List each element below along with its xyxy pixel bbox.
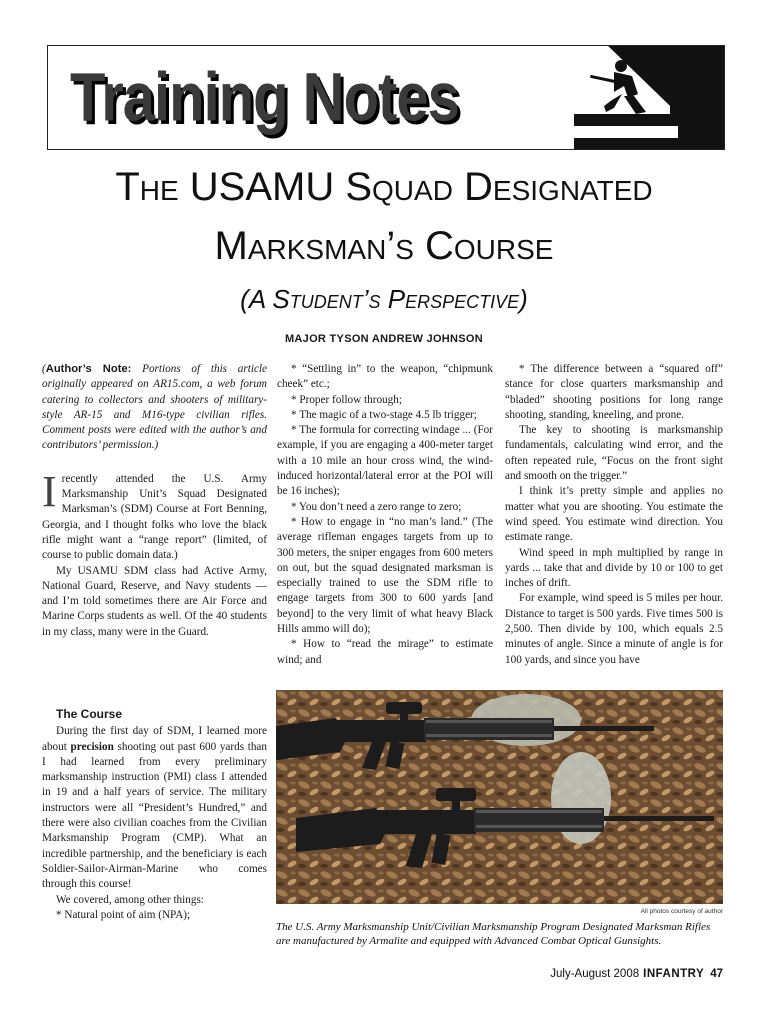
column-3: [505, 362, 723, 668]
list-item: * How to engage in “no man’s land.” (The average rifleman engages targets from up to 300 meters, the sniper engages from 600 meters on out, but the squad designated marksman is especially trained to use the SDM rifle to engage targets from 300 to 600 yards [and beyond] to the very limit of what heavy Black Hills ammo will do);: [277, 515, 493, 636]
body-paragraph: We covered, among other things:: [56, 893, 204, 906]
photo-credit: All photos courtesy of author: [640, 908, 723, 915]
note-open-paren: (: [42, 363, 46, 375]
section-heading-the-course: The Course: [56, 707, 123, 721]
course-text-a: During the first day of SDM, I learned more about: [42, 725, 267, 753]
column-1: [42, 362, 267, 640]
byline: MAJOR TYSON ANDREW JOHNSON: [284, 333, 484, 345]
column-2: [277, 362, 493, 668]
body-paragraph: For example, wind speed is 5 miles per hour. Distance to target is 500 yards. Five times 500 is 2,500. Then divide by 100, which equals 2.5 minutes of angle. Since a minute of angle is for 100 yards, and since you have: [505, 592, 723, 666]
list-item: * The difference between a “squared off” stance for close quarters marksmanship and “bladed” shooting positions for long range shooting, standing, kneeling, and prone.: [505, 363, 723, 421]
body-paragraph: I think it’s pretty simple and applies no matter what you are shooting. You estimate the wind speed. You estimate wind direction. You estimate range.: [505, 485, 723, 544]
list-item: * The formula for correcting windage ... (For example, if you are engaging a 400-meter target with a 10 mile an hour cross wind, the wind-induced horizontal/lateral error at the POI will be 16 inches);: [277, 424, 493, 498]
body-paragraph: Wind speed in mph multiplied by range in yards ... take that and divide by 10 or 100 to get inches of drift.: [505, 546, 723, 590]
column-1-lower: [42, 707, 267, 923]
article-subtitle: (A Student’s Perspective): [240, 284, 528, 314]
photo-caption: The U.S. Army Marksmanship Unit/Civilian Marksmanship Program Designated Marksman Rifles are manufactured by Armalite and equipped with Advanced Combat Optical Gunsights.: [276, 921, 711, 947]
list-item: * “Settling in” to the weapon, “chipmunk cheek” etc.;: [277, 363, 493, 391]
intro-paragraph: [42, 466, 267, 564]
body-paragraph: My USAMU SDM class had Active Army, National Guard, Reserve, and Navy students — and I’m told sometimes there are Air Force and Marine Corps students as well. Of the 40 students in my class, many were in the Guard.: [42, 564, 267, 638]
authors-note: [42, 362, 267, 454]
soldier-silhouette-logo: [574, 46, 724, 149]
intro-text: recently attended the U.S. Army Marksmanship Unit’s Squad Designated Marksman’s (SDM) Course at Fort Benning, Georgia, and I thought folks who love the black rifle might want a “range report” (limited, of course to public domain data.): [42, 472, 267, 562]
list-item: * Natural point of aim (NPA);: [56, 908, 191, 921]
note-close-paren: ): [154, 439, 159, 452]
list-item: * The magic of a two-stage 4.5 lb trigger;: [291, 408, 477, 421]
masthead-banner: [47, 45, 725, 150]
article-title-line-1: The USAMU Squad Designated: [115, 165, 653, 209]
authors-note-label: Author’s Note:: [45, 363, 132, 375]
course-text-b: shooting out past 600 yards than I had learned from every preliminary marksmanship instruction (PMI) class I attended in 19 and a half years of service. The military instructors were all “President’s Hundred,” and there were also civilian coaches from the Civilian Marksmanship Program (CMP). What an incredible partnership, and the beneficiary is each Soldier-Sailor-Airman-Marine who comes through this course!: [42, 740, 267, 891]
body-paragraph: The key to shooting is marksmanship fundamentals, calculating wind error, and the often repeated rule, “Focus on the front sight and smooth on the trigger.”: [505, 424, 723, 483]
page-footer: [550, 968, 723, 980]
course-text-bold: precision: [70, 740, 114, 753]
article-title-line-2: Marksman’s Course: [214, 224, 554, 268]
rifles-photo: [276, 690, 723, 904]
rifles-illustration: [276, 690, 723, 904]
list-item: * How to “read the mirage” to estimate wind; and: [277, 638, 493, 666]
body-paragraph: [42, 724, 267, 892]
masthead-title: Training Notes: [70, 59, 459, 136]
drop-cap: I: [42, 466, 57, 516]
list-item: * Proper follow through;: [291, 393, 402, 406]
magazine-name: INFANTRY: [643, 968, 705, 980]
authors-note-text: Portions of this article originally appeared on AR15.com, a web forum catering to collectors and shooters of military-style AR-15 and M16-type civilian rifles. Comment posts were edited with the author’s and contributors’ permission.: [42, 363, 267, 452]
issue-date: July-August 2008: [550, 968, 640, 980]
list-item: * You don’t need a zero range to zero;: [291, 500, 462, 513]
page-number: 47: [710, 968, 723, 980]
